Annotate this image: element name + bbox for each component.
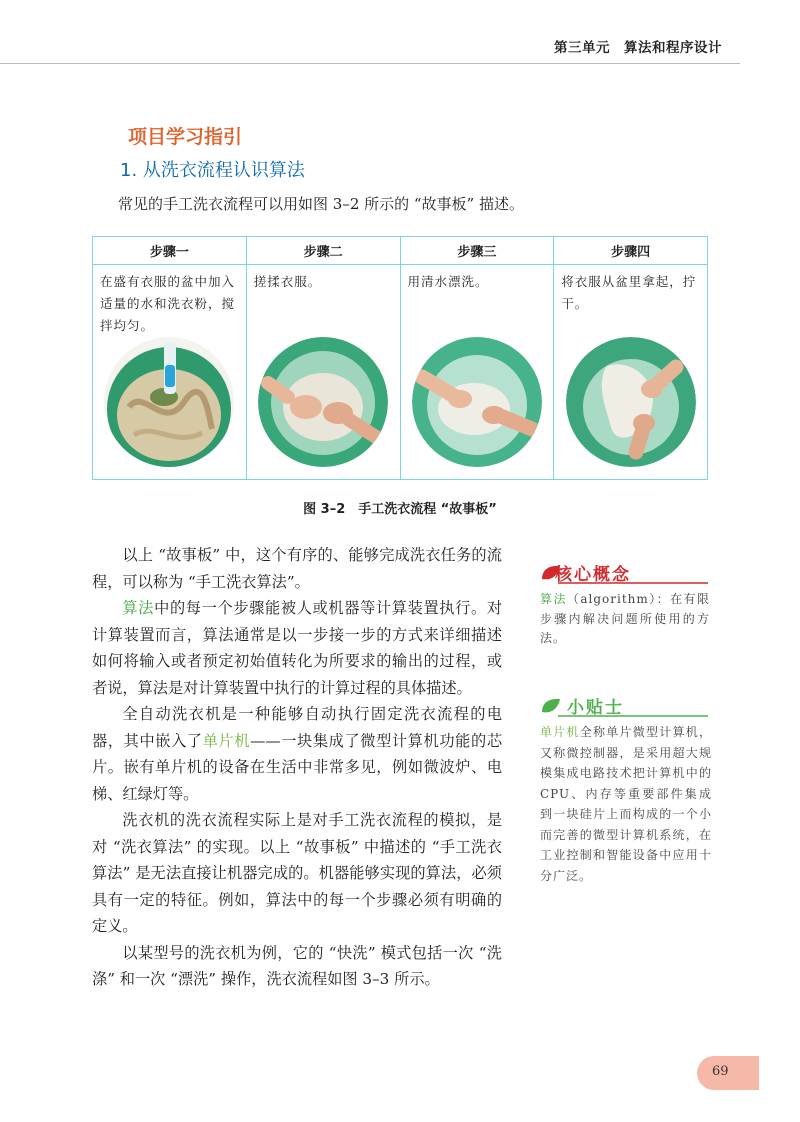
running-head: 第三单元 算法和程序设计 [554, 40, 722, 56]
tip-text [540, 722, 712, 886]
step-2-photo [258, 337, 388, 467]
paragraph-5: 以某型号的洗衣机为例，它的 “快洗” 模式包括一次 “洗涤” 和一次 “漂洗” 操作，洗衣流程如图 3–3 所示。 [92, 943, 502, 988]
intro-paragraph: 常见的手工洗衣流程可以用如图 3–2 所示的 “故事板” 描述。 [118, 195, 524, 213]
step-3-photo [412, 337, 542, 467]
step-3-text: 用清水漂洗。 [407, 274, 489, 289]
body-text [92, 542, 502, 993]
tip-title: 小贴士 [567, 698, 624, 718]
step-1-text: 在盛有衣服的盆中加入适量的水和洗衣粉，搅拌均匀。 [100, 274, 236, 333]
paragraph-2-text: 中的每一个步骤能被人或机器等计算装置执行。对计算装置而言，算法通常是以一步接一步的方式来详细描述如何将输入或者预定初始值转化为所要求的输出的过程，或者说，算法是对计算装置中执行的计算过程的具体描述。 [92, 599, 503, 697]
step-3-cell [400, 265, 554, 480]
paragraph-3-text-a: 全自动洗衣机是一种能够自动执行固定洗衣流程的电器，其中嵌入了 [92, 705, 502, 750]
step-2-text: 搓揉衣服。 [253, 274, 322, 289]
storyboard-table [92, 236, 708, 480]
step-2-cell [246, 265, 400, 480]
figure-caption: 图 3–2 手工洗衣流程 “故事板” [303, 502, 497, 517]
core-concept-text [540, 590, 710, 649]
subsection-title: 1. 从洗衣流程认识算法 [120, 160, 305, 181]
paragraph-2 [92, 595, 502, 701]
core-concept-term: 算法 [540, 592, 567, 606]
header-rule [0, 63, 740, 64]
paragraph-3 [92, 701, 502, 807]
leaf-icon [542, 699, 560, 713]
core-concept-definition: （algorithm）：在有限步骤内解决问题所使用的方法。 [540, 592, 710, 645]
tip-banner [540, 690, 710, 720]
tip-definition: 全称单片微型计算机，又称微控制器，是采用超大规模集成电路技术把计算机中的 CPU、内存等重要部件集成到一块硅片上而构成的一个小而完善的微型计算机系统，在工业控制和智能设备中应用十分广泛。 [540, 725, 712, 883]
step-1-cell [93, 265, 247, 480]
paragraph-3-text-b: ——一块集成了微型计算机功能的芯片。嵌有单片机的设备在生活中非常多见，例如微波炉、电梯、红绿灯等。 [92, 731, 503, 803]
step-3-heading: 步骤三 [400, 237, 554, 265]
step-4-text: 将衣服从盆里拿起，拧干。 [561, 274, 697, 311]
step-4-cell [554, 265, 708, 480]
paragraph-4: 洗衣机的洗衣流程实际上是对手工洗衣流程的模拟，是对 “洗衣算法” 的实现。以上 “故事板” 中描述的 “手工洗衣算法” 是无法直接让机器完成的。机器能够实现的算法，必须具有一定的特征。例如，算法中的每一个步骤必须有明确的定义。 [92, 811, 502, 935]
section-title: 项目学习指引 [128, 126, 243, 148]
term-microcontroller: 单片机 [202, 731, 251, 750]
paragraph-1: 以上 “故事板” 中，这个有序的、能够完成洗衣任务的流程，可以称为 “手工洗衣算法”。 [92, 546, 502, 591]
step-1-photo [104, 337, 234, 467]
term-algorithm: 算法 [122, 599, 155, 617]
step-1-heading: 步骤一 [93, 237, 247, 265]
step-4-photo [566, 337, 696, 467]
step-2-heading: 步骤二 [246, 237, 400, 265]
core-concept-title: 核心概念 [555, 565, 631, 585]
page-number: 69 [712, 1064, 729, 1079]
step-4-heading: 步骤四 [554, 237, 708, 265]
tip-term: 单片机 [540, 725, 580, 739]
